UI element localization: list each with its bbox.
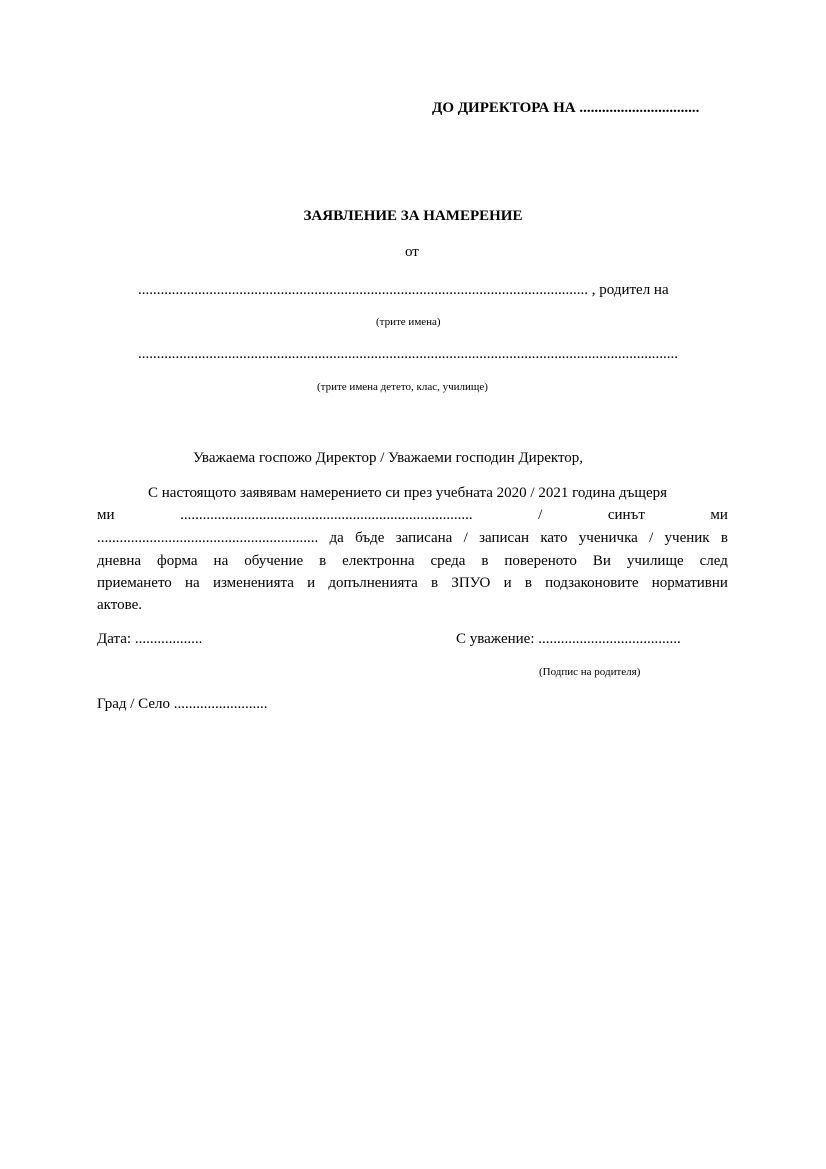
body-word: обучение <box>244 553 304 569</box>
date-field: Дата: .................. <box>97 631 203 647</box>
body-word: ЗПУО <box>451 575 491 591</box>
body-word: Ви <box>592 553 611 569</box>
body-word: повереното <box>504 553 577 569</box>
body-word: електронна <box>342 553 415 569</box>
body-word: допълненията <box>328 575 418 591</box>
body-word: в <box>431 575 439 591</box>
document-title: ЗАЯВЛЕНИЕ ЗА НАМЕРЕНИЕ <box>303 208 523 224</box>
parent-suffix: , родител на <box>591 282 669 298</box>
body-word: в <box>319 553 327 569</box>
body-word: синът <box>607 507 645 523</box>
body-word: ученичка <box>578 530 638 546</box>
body-line-4 <box>97 553 728 570</box>
body-word: среда <box>430 553 466 569</box>
body-word: / <box>649 530 654 546</box>
parent-name-dots: ........................................................................................................................ <box>138 282 588 298</box>
body-word: форма <box>157 553 198 569</box>
body-line-5 <box>97 575 728 592</box>
body-word: ........................................................... <box>97 530 319 546</box>
body-word: като <box>540 530 568 546</box>
body-word: и <box>503 575 512 591</box>
signature-caption: (Подпис на родителя) <box>539 666 641 678</box>
body-word: измененията <box>212 575 294 591</box>
body-word: в <box>481 553 489 569</box>
body-word: записана <box>395 530 453 546</box>
salutation: Уважаема госпожо Директор / Уважаеми господин Директор, <box>193 450 584 466</box>
body-word: след <box>699 553 728 569</box>
body-word: на <box>185 575 200 591</box>
body-word: дневна <box>97 553 142 569</box>
body-line-6: актове. <box>97 597 143 613</box>
body-word: на <box>213 553 229 569</box>
child-caption: (трите имена детето, клас, училище) <box>317 381 488 393</box>
body-word: в <box>524 575 532 591</box>
body-word: бъде <box>355 530 385 546</box>
body-word: записан <box>479 530 530 546</box>
child-info-line: ................................................................................................................................................ <box>138 346 678 362</box>
body-word: ми <box>710 507 728 523</box>
parent-name-line <box>138 282 669 299</box>
body-word: приемането <box>97 575 172 591</box>
body-word: / <box>463 530 468 546</box>
body-word: и <box>307 575 316 591</box>
town-field: Град / Село ......................... <box>97 696 268 712</box>
addressee-line: ДО ДИРЕКТОРА НА ................................ <box>432 100 700 116</box>
body-word: в <box>720 530 728 546</box>
regards-signature-field: С уважение: ...................................... <box>456 631 681 647</box>
body-line-3 <box>97 530 728 547</box>
body-word: да <box>329 530 344 546</box>
body-word: училище <box>626 553 684 569</box>
body-word: .............................................................................. <box>180 507 473 523</box>
body-word: подзаконовите <box>545 575 639 591</box>
body-word: / <box>538 507 543 523</box>
body-line-1: С настоящото заявявам намерението си през учебната 2020 / 2021 година дъщеря <box>148 485 668 501</box>
body-word: ми <box>97 507 115 523</box>
from-label: от <box>405 244 419 260</box>
body-line-2 <box>97 507 728 524</box>
body-word: нормативни <box>651 575 728 591</box>
body-word: ученик <box>664 530 710 546</box>
parent-caption: (трите имена) <box>376 316 441 328</box>
